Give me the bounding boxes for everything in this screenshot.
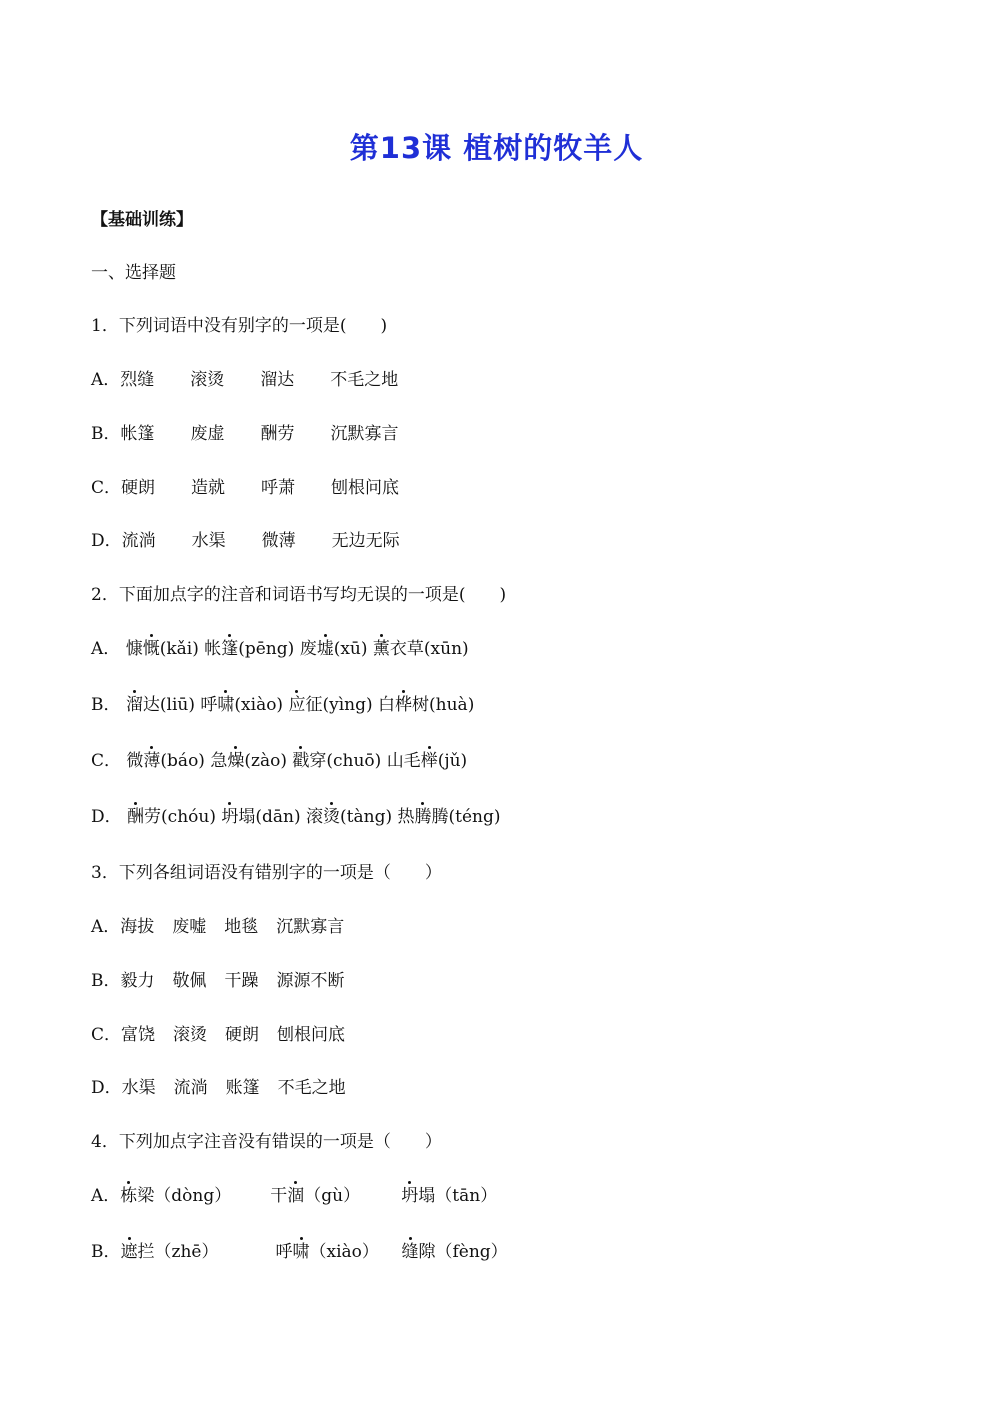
pinyin-item: 酬劳(chóu)	[127, 807, 216, 827]
q2-option-a	[91, 638, 469, 660]
word: 滚烫	[173, 1025, 208, 1045]
word: 敬佩	[172, 971, 207, 991]
dotted-char: 坍	[401, 1186, 419, 1206]
word: 刨根问底	[277, 1025, 346, 1045]
word: 水渠	[121, 1078, 156, 1098]
option-label: B．	[91, 695, 121, 715]
option-label: A．	[91, 917, 121, 937]
dotted-char: 篷	[221, 639, 239, 659]
word: 水渠	[191, 531, 226, 551]
pinyin-item: 遮拦（zhē）	[120, 1242, 219, 1262]
word: 刨根问底	[331, 478, 400, 498]
dotted-char: 涸	[287, 1186, 305, 1206]
word: 呼萧	[261, 478, 296, 498]
option-label: C．	[91, 1025, 122, 1045]
word: 不毛之地	[330, 370, 399, 390]
option-label: A．	[91, 639, 121, 659]
dotted-char: 墟	[316, 639, 334, 659]
option-label: B．	[91, 1242, 121, 1262]
pinyin-item: 溜达(liū)	[125, 695, 195, 715]
dotted-char: 燥	[227, 751, 245, 771]
word: 硬朗	[121, 478, 156, 498]
q2-option-b	[91, 694, 474, 716]
pinyin-item: 坍塌（tān）	[401, 1186, 498, 1206]
option-label: D．	[91, 1078, 122, 1098]
dotted-char: 慨	[142, 639, 160, 659]
word: 干躁	[224, 971, 259, 991]
question-3-stem: 3．下列各组词语没有错别字的一项是（ ）	[91, 863, 442, 883]
pinyin-item: 微薄(báo)	[126, 751, 205, 771]
option-label: C．	[91, 751, 122, 771]
word: 废虚	[190, 424, 225, 444]
dotted-char: 栋	[120, 1186, 138, 1206]
word: 帐篷	[120, 424, 155, 444]
dotted-char: 烫	[323, 807, 341, 827]
pinyin-item: 薰衣草(xūn)	[372, 639, 469, 659]
page-title: 第13课 植树的牧羊人	[349, 131, 644, 165]
dotted-char: 啸	[217, 695, 235, 715]
pinyin-item: 呼啸(xiào)	[200, 695, 284, 715]
word: 沉默寡言	[330, 424, 399, 444]
word: 造就	[191, 478, 226, 498]
option-label: A．	[91, 1186, 121, 1206]
pinyin-item: 帐篷(pēng)	[204, 639, 295, 659]
word: 不毛之地	[277, 1078, 346, 1098]
pinyin-item: 慷慨(kǎi)	[125, 639, 199, 659]
q3-option-b	[91, 970, 345, 992]
option-label: B．	[91, 971, 121, 991]
dotted-char: 薰	[372, 639, 390, 659]
word: 流淌	[121, 531, 156, 551]
pinyin-item: 栋梁（dòng）	[120, 1186, 232, 1206]
question-2-stem: 2．下面加点字的注音和词语书写均无误的一项是( )	[91, 585, 507, 605]
word: 微薄	[261, 531, 296, 551]
dotted-char: 啸	[292, 1242, 310, 1262]
dotted-char: 酬	[127, 807, 145, 827]
dotted-char: 榉	[420, 751, 438, 771]
q1-option-c	[91, 477, 399, 499]
q3-option-c	[91, 1024, 345, 1046]
question-4-stem: 4．下列加点字注音没有错误的一项是（ ）	[91, 1132, 442, 1152]
option-label: A．	[91, 370, 121, 390]
word: 酬劳	[260, 424, 295, 444]
q1-option-a	[91, 369, 398, 391]
section-heading: 【基础训练】	[91, 210, 193, 230]
q1-option-b	[91, 423, 399, 445]
q3-option-a	[91, 916, 344, 938]
word: 溜达	[260, 370, 295, 390]
word: 地毯	[224, 917, 259, 937]
q1-option-d	[91, 530, 400, 552]
pinyin-item: 山毛榉(jǔ)	[386, 751, 468, 771]
dotted-char: 溜	[125, 695, 143, 715]
pinyin-item: 白桦树(huà)	[378, 695, 475, 715]
word: 烈缝	[120, 370, 155, 390]
q2-option-d	[91, 806, 500, 828]
word: 富饶	[121, 1025, 156, 1045]
word: 废嘘	[172, 917, 207, 937]
word: 账篷	[225, 1078, 260, 1098]
pinyin-item: 废墟(xū)	[299, 639, 368, 659]
dotted-char: 腾	[414, 807, 432, 827]
option-label: D．	[91, 807, 122, 827]
pinyin-item: 滚烫(tàng)	[306, 807, 393, 827]
word: 硬朗	[225, 1025, 260, 1045]
pinyin-item: 干涸（gù）	[270, 1186, 361, 1206]
option-label: D．	[91, 531, 122, 551]
word: 源源不断	[276, 971, 345, 991]
question-1-stem: 1．下列词语中没有别字的一项是( )	[91, 316, 388, 336]
dotted-char: 遮	[120, 1242, 138, 1262]
dotted-char: 应	[288, 695, 306, 715]
pinyin-item: 应征(yìng)	[288, 695, 373, 715]
word: 无边无际	[331, 531, 400, 551]
q2-option-c	[91, 750, 467, 772]
part-heading: 一、选择题	[91, 263, 176, 283]
q3-option-d	[91, 1077, 346, 1099]
pinyin-item: 呼啸（xiào）	[275, 1242, 379, 1262]
q4-option-a	[91, 1185, 497, 1207]
dotted-char: 桦	[395, 695, 413, 715]
pinyin-item: 戳穿(chuō)	[292, 751, 382, 771]
word: 沉默寡言	[276, 917, 345, 937]
option-label: C．	[91, 478, 122, 498]
q4-option-b	[91, 1241, 508, 1263]
pinyin-item: 坍塌(dān)	[221, 807, 301, 827]
dotted-char: 坍	[221, 807, 239, 827]
dotted-char: 戳	[292, 751, 310, 771]
word: 毅力	[120, 971, 155, 991]
word: 滚烫	[190, 370, 225, 390]
pinyin-item: 急燥(zào)	[210, 751, 287, 771]
word: 海拔	[120, 917, 155, 937]
dotted-char: 缝	[401, 1242, 419, 1262]
dotted-char: 薄	[143, 751, 161, 771]
pinyin-item: 热腾腾(téng)	[397, 807, 501, 827]
word: 流淌	[173, 1078, 208, 1098]
option-label: B．	[91, 424, 121, 444]
pinyin-item: 缝隙（fèng）	[401, 1242, 508, 1262]
